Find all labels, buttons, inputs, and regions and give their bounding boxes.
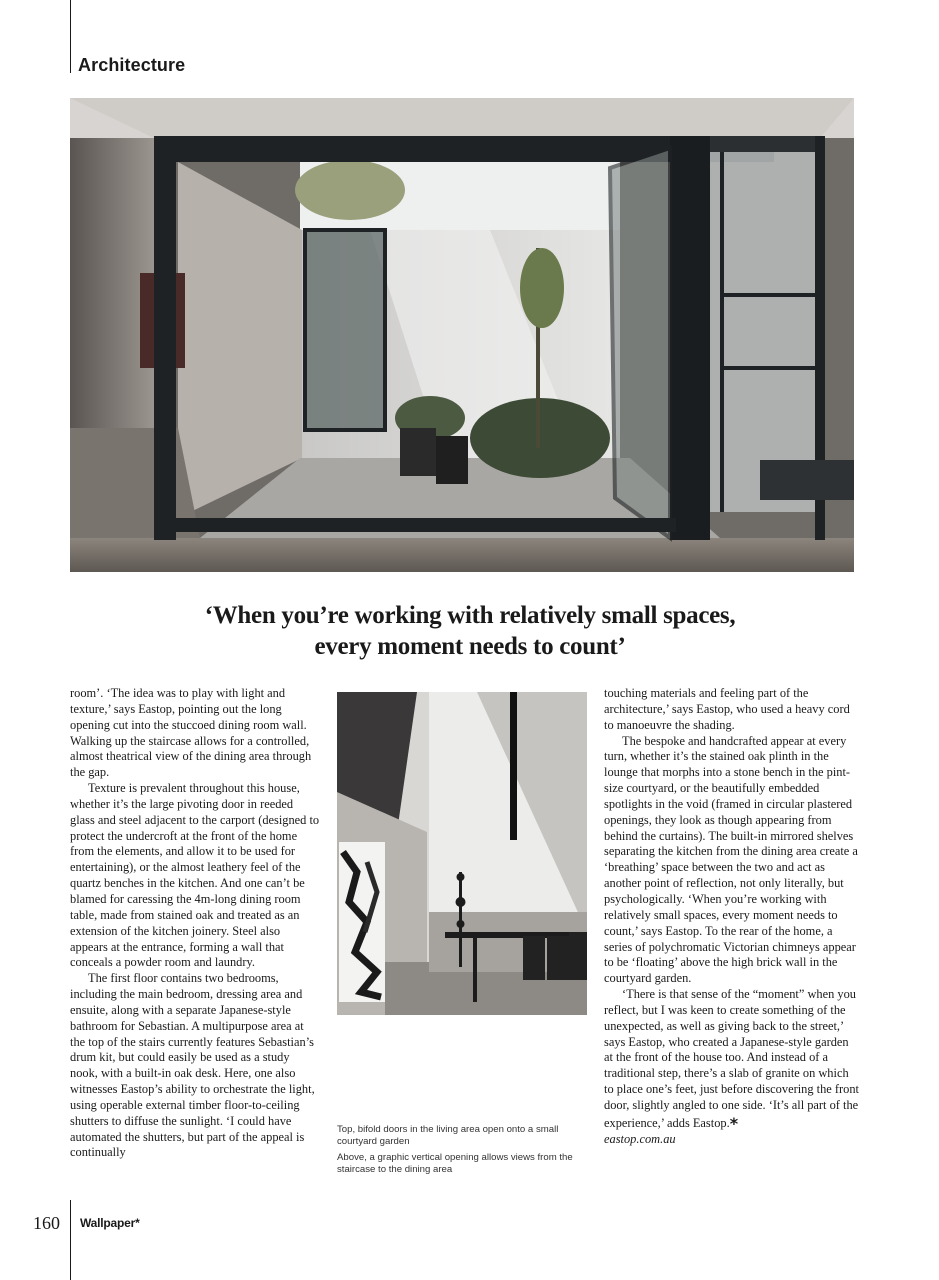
courtyard-photo xyxy=(70,98,854,572)
vertical-rule-top xyxy=(70,0,71,73)
masthead-logo: Wallpaper* xyxy=(80,1216,140,1230)
paragraph: The first floor contains two bedrooms, including the main bedroom, dressing area and ensuite, along with a separate Japanese-style bathroom for Sebastian. A multipurpose area at the top of the stairs currently features Sebastian’s drum kit, but could easily be used as a study nook, with a built-in oak desk. Here, one also witnesses Eastop’s ability to orchestrate the light, using operable external timber floor-to-ceiling shutters to diffuse the sunlight. ‘I could have automated the shutters, but part of the appeal is continually xyxy=(70,971,315,1160)
pull-quote: ‘When you’re working with relatively small spaces, every moment needs to count’ xyxy=(204,602,736,660)
vertical-rule-bottom xyxy=(70,1200,71,1280)
paragraph: Texture is prevalent throughout this house, whether it’s the large pivoting door in reeded glass and steel adjacent to the carport (designed to protect the undercroft at the front of the home from the elements, and allow it to be used for entertaining), or the almost leathery feel of the quartz benches in the kitchen. And one can’t be blamed for caressing the 4m-long dining room table, made from stained oak and treated as an extension of the kitchen joinery. Steel also appears at the entrance, forming a wall that conceals a powder room and laundry. xyxy=(70,781,320,970)
end-mark: * xyxy=(729,1113,739,1133)
page-number: 160 xyxy=(33,1213,60,1233)
caption-second-photo: Above, a graphic vertical opening allows views from the staircase to the dining area xyxy=(337,1152,573,1175)
caption-top-photo: Top, bifold doors in the living area open onto a small courtyard garden xyxy=(337,1124,559,1147)
body-column-3 xyxy=(604,686,859,1147)
paragraph: The bespoke and handcrafted appear at every turn, whether it’s the stained oak plinth in the lounge that morphs into a stone bench in the pint-size courtyard, or the beautifully embedded spotlights in the void (framed in circular plastered openings, they look as though appearing from behind the curtains). The built-in mirrored shelves separating the kitchen from the dining area create a ‘breathing’ space between the two and act as another point of reflection, not only literally, but psychologically. ‘When you’re working with relatively small spaces, every moment needs to count,’ says Eastop. To the rear of the home, a series of polychromatic Victorian chimneys appear to be ‘floating’ above the high brick wall in the courtyard garden. xyxy=(604,733,858,986)
section-heading: Architecture xyxy=(78,55,186,75)
staircase-dining-photo xyxy=(337,692,587,1015)
source-url[interactable]: eastop.com.au xyxy=(604,1131,676,1146)
paragraph: ‘There is that sense of the “moment” when you reflect, but I was keen to create something of the unexpected, as well as giving back to the street,’ says Eastop, who created a Japanese-style garden at the front of the house too. And instead of a traditional step, there’s a slab of granite on which to place one’s feet, just before discovering the front door, slightly angled to one side. ‘It’s all part of the experience,’ adds Eastop. xyxy=(604,987,859,1130)
paragraph: touching materials and feeling part of the architecture,’ says Eastop, who used a heavy cord to manoeuvre the shading. xyxy=(604,686,850,732)
body-column-1 xyxy=(70,686,320,1161)
paragraph: room’. ‘The idea was to play with light and texture,’ says Eastop, pointing out the long opening cut into the stuccoed dining room wall. Walking up the staircase allows for a controlled, almost theatrical view of the dining area through the gap. xyxy=(70,686,312,780)
